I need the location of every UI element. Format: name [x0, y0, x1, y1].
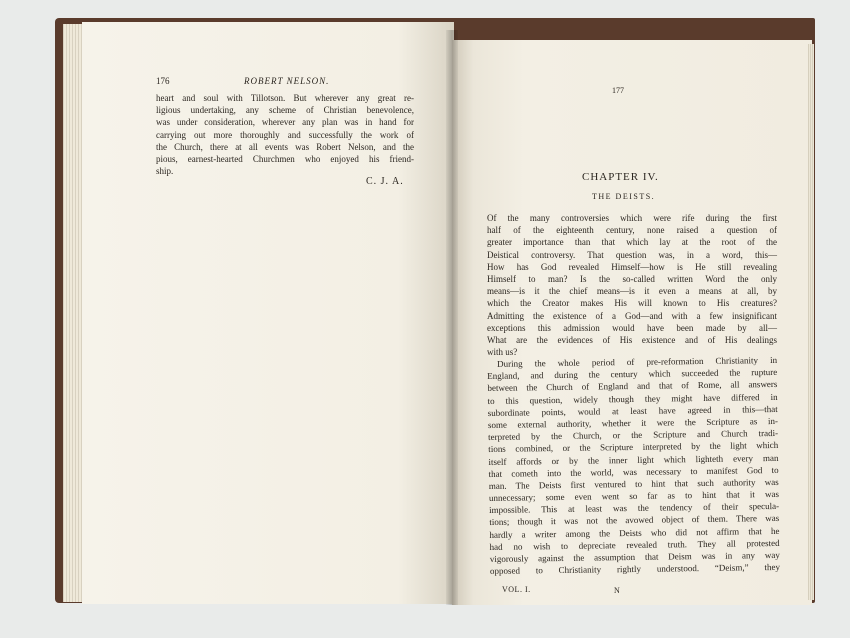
text-line: How has God revealed Himself—how is He still revealing [487, 261, 777, 272]
text-line: During the whole period of pre-reformation Christianity in [497, 354, 778, 369]
chapter-subtitle: THE DEISTS. [592, 192, 656, 201]
text-line: greater importance than that which lay at the root of the [487, 237, 777, 248]
text-line: between the Church of England and that of Rome, all answers [487, 379, 778, 394]
text-line: What are the evidences of His existence and of His dealings [487, 334, 777, 345]
text-line: which the Creator makes His will known to His creatures? [487, 298, 777, 309]
text-line: impossible. This at least was the tendency of their specula- [489, 501, 780, 516]
text-line: tions; though it was not the avowed object of them. There was [489, 513, 780, 528]
paragraph-2 [487, 354, 780, 577]
text-line: itself affords or by the inner light which lighteth every man [488, 452, 779, 467]
text-line: carrying out more thoroughly and successfully the work of [156, 129, 414, 140]
text-line: ligious undertaking, any scheme of Christian benevolence, [156, 105, 414, 116]
text-line: terpreted by the Church, or the Scripture and Church tradi- [488, 428, 779, 443]
text-line: the Church, there at all events was Robert Nelson, and the [156, 141, 414, 152]
text-line: ship. [156, 166, 174, 177]
text-line: means—is it the chief means—is it even a means at all, by [487, 286, 777, 297]
volume-footer: VOL. I. [502, 585, 531, 594]
text-line: heart and soul with Tillotson. But wherever any great re- [156, 93, 414, 103]
book-gutter [446, 30, 458, 605]
text-line: unnecessary; some even went so far as to hint that it was [488, 489, 779, 504]
text-line: with us? [487, 347, 518, 358]
text-line: Deistical controversy. That question was, in a word, this— [487, 249, 777, 260]
text-line: half of the eighteenth century, none raised a question of [487, 225, 777, 236]
text-line: Of the many controversies which were rife during the first [487, 213, 777, 223]
text-line: opposed to Christianity rightly understood. “Deism,” they [489, 562, 781, 577]
page-edges-right [808, 44, 814, 600]
text-line: pious, earnest-hearted Churchmen who enjoyed his friend- [156, 153, 414, 164]
text-line: was under consideration, wherever any plan was in hand for [156, 117, 414, 128]
left-running-head: ROBERT NELSON. [244, 76, 330, 86]
text-line: tions combined, or the Scripture interpreted by the light which [488, 440, 779, 455]
left-page-text [156, 92, 414, 177]
text-line: Himself to man? Is the so-called written Word the only [487, 273, 777, 284]
text-line: hardly a writer among the Deists who did not affirm that he [489, 525, 780, 540]
text-line: England, and during the century which succeeded the rupture [487, 367, 778, 382]
text-line: vigorously against the assumption that Deism was in any way [489, 549, 780, 564]
right-page-number: 177 [612, 86, 624, 95]
text-line: subordinate points, would at least have agreed in this—that [487, 403, 778, 418]
text-line: exceptions this admission would have been made by all— [487, 322, 777, 333]
text-line: had no wish to depreciate revealed truth. They all protested [489, 537, 780, 552]
author-signature: C. J. A. [366, 176, 404, 187]
text-line: Admitting the existence of a God—and with a few insignificant [487, 310, 777, 321]
left-page-number: 176 [156, 76, 170, 86]
signature-mark: N [614, 586, 620, 595]
chapter-title: CHAPTER IV. [582, 171, 659, 183]
text-line: to this question, widely though they might have differed in [487, 391, 778, 406]
text-line: some external authority, whether it were the Scripture as in- [487, 415, 778, 430]
paragraph-1 [487, 212, 777, 358]
text-line: that cometh into the world, was necessary to manifest God to [488, 464, 779, 479]
text-line: man. The Deists first ventured to hint that such authority was [488, 476, 779, 491]
